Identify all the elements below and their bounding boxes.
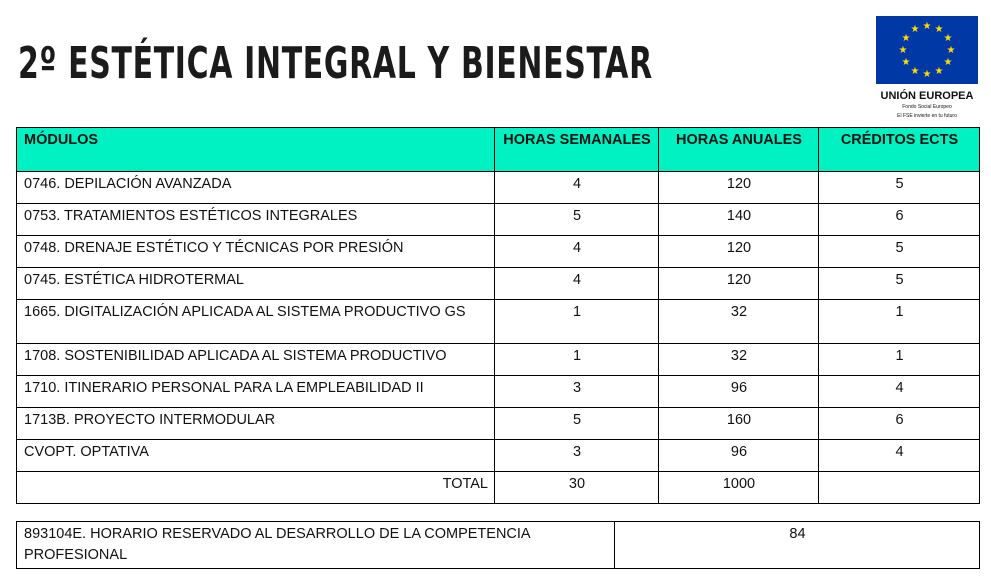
hours-weekly-cell: 4 [495,236,659,268]
ects-cell: 1 [819,344,980,376]
module-name-cell: 1708. SOSTENIBILIDAD APLICADA AL SISTEMA PRODUCTIVO [17,344,495,376]
header-horas-anuales: HORAS ANUALES [659,128,819,172]
table-row [17,172,980,204]
extra-row [17,522,980,569]
hours-weekly-cell: 3 [495,440,659,472]
table-row [17,236,980,268]
ects-cell: 6 [819,204,980,236]
hours-annual-cell: 96 [659,440,819,472]
hours-weekly-cell: 5 [495,204,659,236]
header-creditos-ects: CRÉDITOS ECTS [819,128,980,172]
modules-table [16,127,980,504]
table-row [17,204,980,236]
ects-cell: 5 [819,268,980,300]
ects-cell: 5 [819,236,980,268]
table-row [17,300,980,344]
table-header-row [17,128,980,172]
ects-cell: 4 [819,376,980,408]
total-anuales: 1000 [659,472,819,504]
eu-fund: Fondo Social Europeo [902,104,952,110]
extra-value: 84 [615,522,980,569]
module-name-cell: 0748. DRENAJE ESTÉTICO Y TÉCNICAS POR PRESIÓN [17,236,495,268]
hours-weekly-cell: 1 [495,344,659,376]
page-title: 2º ESTÉTICA INTEGRAL Y BIENESTAR [18,38,653,89]
hours-annual-cell: 32 [659,344,819,376]
module-name-cell: 1665. DIGITALIZACIÓN APLICADA AL SISTEMA PRODUCTIVO GS [17,300,495,344]
hours-weekly-cell: 5 [495,408,659,440]
hours-weekly-cell: 4 [495,172,659,204]
ects-cell: 4 [819,440,980,472]
hours-annual-cell: 120 [659,172,819,204]
table-row [17,440,980,472]
total-semanales: 30 [495,472,659,504]
total-row [17,472,980,504]
hours-annual-cell: 32 [659,300,819,344]
hours-annual-cell: 120 [659,236,819,268]
ects-cell: 6 [819,408,980,440]
extra-label: 893104E. HORARIO RESERVADO AL DESARROLLO DE LA COMPETENCIA PROFESIONAL [17,522,615,569]
module-name-cell: 1710. ITINERARIO PERSONAL PARA LA EMPLEABILIDAD II [17,376,495,408]
module-name-cell: 0753. TRATAMIENTOS ESTÉTICOS INTEGRALES [17,204,495,236]
hours-annual-cell: 140 [659,204,819,236]
hours-annual-cell: 120 [659,268,819,300]
header-horas-semanales: HORAS SEMANALES [495,128,659,172]
table-row [17,268,980,300]
ects-cell: 5 [819,172,980,204]
hours-weekly-cell: 3 [495,376,659,408]
eu-name: UNIÓN EUROPEA [880,90,974,102]
ects-cell: 1 [819,300,980,344]
module-name-cell: 1713B. PROYECTO INTERMODULAR [17,408,495,440]
total-label: TOTAL [17,472,495,504]
extra-table [16,521,980,569]
table-row [17,408,980,440]
header-modulos: MÓDULOS [17,128,495,172]
table-row [17,376,980,408]
module-name-cell: 0746. DEPILACIÓN AVANZADA [17,172,495,204]
table-row [17,344,980,376]
eu-flag-icon: ★ ★ ★ ★ ★ ★ ★ ★ ★ ★ ★ ★ [876,16,978,84]
module-name-cell: CVOPT. OPTATIVA [17,440,495,472]
hours-weekly-cell: 4 [495,268,659,300]
module-name-cell: 0745. ESTÉTICA HIDROTERMAL [17,268,495,300]
eu-slogan: El FSE invierte en tu futuro [897,113,957,119]
hours-weekly-cell: 1 [495,300,659,344]
hours-annual-cell: 160 [659,408,819,440]
total-ects [819,472,980,504]
hours-annual-cell: 96 [659,376,819,408]
eu-logo [876,16,980,119]
